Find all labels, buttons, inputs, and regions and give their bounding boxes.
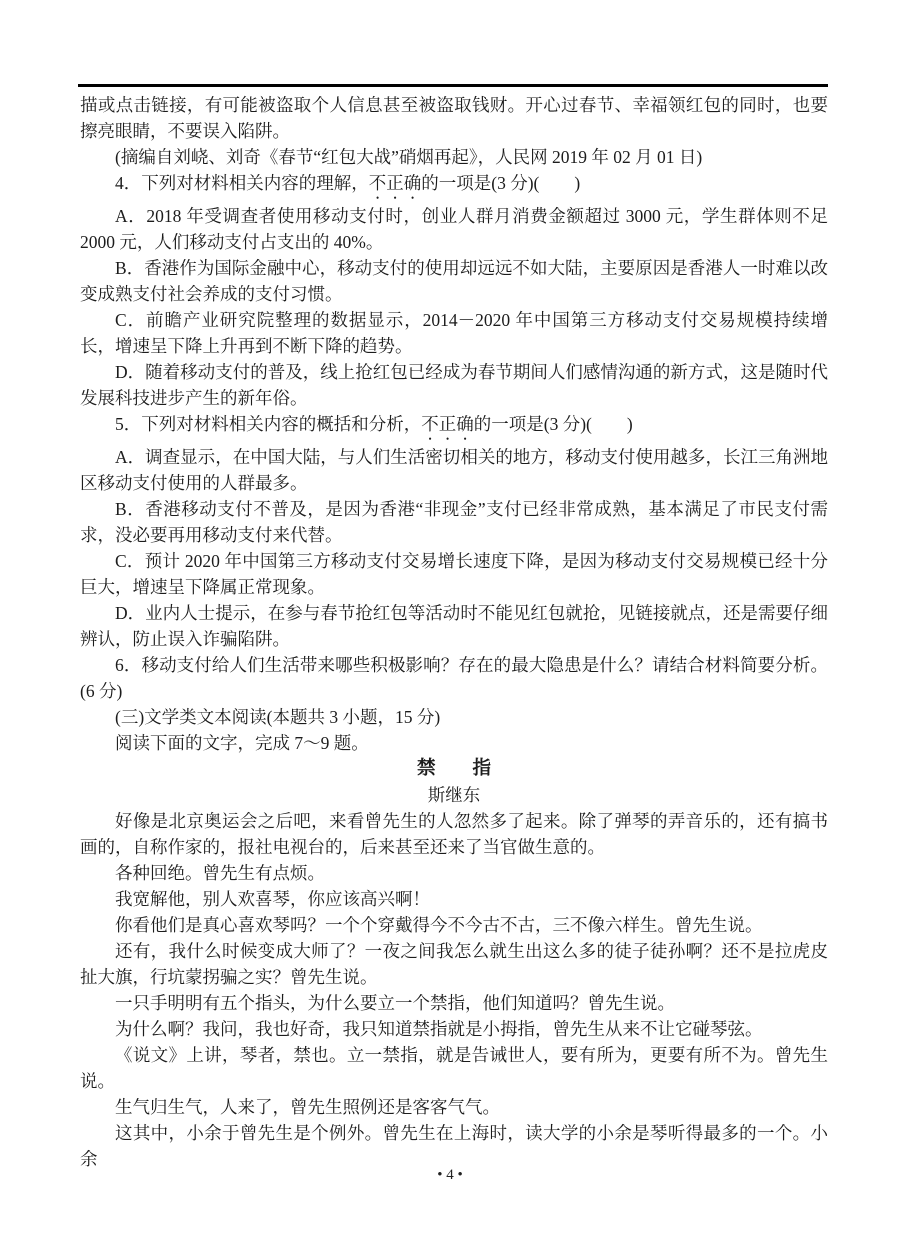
question-6: 6．移动支付给人们生活带来哪些积极影响？存在的最大隐患是什么？请结合材料简要分析。(6 分): [80, 655, 828, 701]
story-title: 禁 指: [416, 759, 491, 779]
source-attribution: (摘编自刘峣、刘奇《春节“红包大战”硝烟再起》，人民网 2019 年 02 月 01 日): [115, 147, 703, 167]
question-5-option-a: A．调查显示，在中国大陆，与人们生活密切相关的地方，移动支付使用越多，长江三角洲地区移动支付使用的人群最多。: [80, 447, 828, 493]
story-paragraph: 一只手明明有五个指头，为什么要立一个禁指，他们知道吗？曾先生说。: [115, 993, 675, 1013]
question-5-pre: 5．下列对材料相关内容的概括和分析，: [115, 414, 422, 434]
story-paragraph: 我宽解他，别人欢喜琴，你应该高兴啊！: [115, 889, 430, 909]
question-4-pre: 4．下列对材料相关内容的理解，: [115, 173, 369, 193]
story-paragraph: 为什么啊？我问，我也好奇，我只知道禁指就是小拇指，曾先生从来不让它碰琴弦。: [115, 1019, 763, 1039]
reading-prompt: 阅读下面的文字，完成 7～9 题。: [115, 733, 369, 753]
story-paragraph: 《说文》上讲，琴者，禁也。立一禁指，就是告诫世人，要有所为，更要有所不为。曾先生说。: [80, 1045, 828, 1091]
question-5-option-b: B．香港移动支付不普及，是因为香港“非现金”支付已经非常成熟，基本满足了市民支付需求，没必要再用移动支付来代替。: [80, 499, 828, 545]
story-paragraph: 各种回绝。曾先生有点烦。: [115, 863, 325, 883]
page-body: [80, 92, 828, 1172]
question-5-emphasis: 不正确: [421, 414, 474, 434]
question-4-post: 的一项是(3 分)( ): [421, 173, 581, 193]
section-heading: (三)文学类文本阅读(本题共 3 小题，15 分): [115, 707, 441, 727]
question-4-emphasis: 不正确: [368, 173, 422, 193]
paragraph-continuation: 描或点击链接，有可能被盗取个人信息甚至被盗取钱财。开心过春节、幸福领红包的同时，也要擦亮眼睛，不要误入陷阱。: [80, 95, 828, 141]
story-paragraph: 这其中，小余于曾先生是个例外。曾先生在上海时，读大学的小余是琴听得最多的一个。小余: [80, 1123, 828, 1169]
story-paragraph: 生气归生气，人来了，曾先生照例还是客客气气。: [115, 1097, 500, 1117]
story-paragraph: 还有，我什么时候变成大师了？一夜之间我怎么就生出这么多的徒子徒孙啊？还不是拉虎皮扯大旗，行坑蒙拐骗之实？曾先生说。: [80, 941, 828, 987]
story-paragraph: 好像是北京奥运会之后吧，来看曾先生的人忽然多了起来。除了弹琴的弄音乐的，还有搞书画的，自称作家的，报社电视台的，后来甚至还来了当官做生意的。: [80, 811, 828, 857]
story-paragraph: 你看他们是真心喜欢琴吗？一个个穿戴得今不今古不古，三不像六样生。曾先生说。: [115, 915, 763, 935]
question-4-option-c: C．前瞻产业研究院整理的数据显示，2014－2020 年中国第三方移动支付交易规模持续增长，增速呈下降上升再到不断下降的趋势。: [80, 310, 828, 356]
page-number: • 4 •: [437, 1167, 463, 1183]
question-5-option-d: D．业内人士提示，在参与春节抢红包等活动时不能见红包就抢，见链接就点，还是需要仔细辨认，防止误入诈骗陷阱。: [80, 603, 828, 649]
question-5-post: 的一项是(3 分)( ): [473, 414, 633, 434]
question-4: [80, 170, 828, 203]
question-5-option-c: C．预计 2020 年中国第三方移动支付交易增长速度下降，是因为移动支付交易规模已经十分巨大，增速呈下降属正常现象。: [80, 551, 828, 597]
question-4-option-d: D．随着移动支付的普及，线上抢红包已经成为春节期间人们感情沟通的新方式，这是随时代发展科技进步产生的新年俗。: [80, 362, 828, 408]
story-author: 斯继东: [427, 785, 481, 805]
question-4-option-a: A．2018 年受调查者使用移动支付时，创业人群月消费金额超过 3000 元，学生群体则不足 2000 元，人们移动支付占支出的 40%。: [80, 206, 828, 252]
question-4-option-b: B．香港作为国际金融中心，移动支付的使用却远远不如大陆，主要原因是香港人一时难以改变成熟支付社会养成的支付习惯。: [80, 258, 828, 304]
question-5: [80, 411, 828, 444]
header-rule: [78, 84, 828, 87]
